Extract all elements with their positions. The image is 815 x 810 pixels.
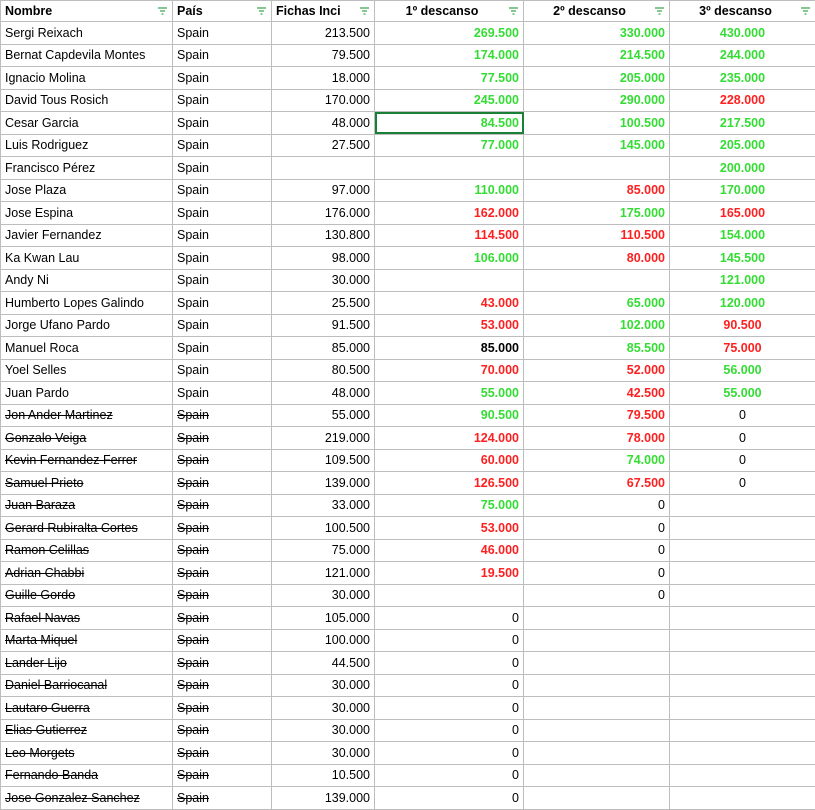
cell-descanso-2[interactable]: 42.500 (524, 382, 670, 405)
table-row (1, 742, 815, 765)
cell-nombre[interactable]: Juan Baraza (1, 494, 173, 517)
cell-descanso-2[interactable] (524, 697, 670, 720)
cell-pais[interactable]: Spain (173, 404, 272, 427)
cell-descanso-1[interactable]: 75.000 (375, 494, 524, 517)
cell-pais[interactable]: Spain (173, 562, 272, 585)
cell-descanso-2[interactable]: 102.000 (524, 314, 670, 337)
cell-descanso-1[interactable]: 55.000 (375, 382, 524, 405)
cell-nombre[interactable]: Ka Kwan Lau (1, 247, 173, 270)
cell-pais[interactable]: Spain (173, 674, 272, 697)
cell-descanso-1[interactable]: 46.000 (375, 539, 524, 562)
cell-nombre[interactable]: David Tous Rosich (1, 89, 173, 112)
cell-pais[interactable]: Spain (173, 697, 272, 720)
filter-icon[interactable] (257, 7, 266, 15)
cell-nombre[interactable]: Gonzalo Veiga (1, 427, 173, 450)
cell-nombre[interactable]: Gerard Rubiralta Cortes (1, 517, 173, 540)
cell-fichas[interactable]: 10.500 (272, 764, 375, 787)
header-fichas[interactable] (272, 1, 375, 22)
cell-nombre[interactable]: Jose Plaza (1, 179, 173, 202)
cell-descanso-2[interactable] (524, 269, 670, 292)
cell-descanso-2[interactable]: 0 (524, 494, 670, 517)
cell-nombre[interactable]: Elias Gutierrez (1, 719, 173, 742)
table-row (1, 337, 815, 360)
cell-descanso-2[interactable]: 214.500 (524, 44, 670, 67)
cell-nombre[interactable]: Marta Miquel (1, 629, 173, 652)
cell-descanso-2[interactable]: 330.000 (524, 22, 670, 45)
table-row (1, 157, 815, 180)
cell-fichas[interactable]: 176.000 (272, 202, 375, 225)
cell-pais[interactable]: Spain (173, 427, 272, 450)
cell-descanso-3[interactable]: 170.000 (670, 179, 815, 202)
cell-descanso-3[interactable] (670, 494, 815, 517)
cell-fichas[interactable]: 139.000 (272, 472, 375, 495)
cell-descanso-2[interactable]: 205.000 (524, 67, 670, 90)
table-row (1, 202, 815, 225)
cell-descanso-2[interactable]: 65.000 (524, 292, 670, 315)
cell-fichas[interactable]: 30.000 (272, 674, 375, 697)
cell-nombre[interactable]: Francisco Pérez (1, 157, 173, 180)
cell-nombre[interactable]: Luis Rodriguez (1, 134, 173, 157)
cell-pais[interactable]: Spain (173, 314, 272, 337)
header-label: 2º descanso (553, 4, 626, 18)
cell-pais[interactable]: Spain (173, 247, 272, 270)
cell-descanso-3[interactable] (670, 539, 815, 562)
table-row (1, 382, 815, 405)
header-label: 1º descanso (406, 4, 479, 18)
cell-descanso-2[interactable]: 78.000 (524, 427, 670, 450)
cell-nombre[interactable]: Yoel Selles (1, 359, 173, 382)
table-row (1, 449, 815, 472)
cell-descanso-2[interactable] (524, 607, 670, 630)
cell-fichas[interactable]: 25.500 (272, 292, 375, 315)
cell-descanso-3[interactable]: 430.000 (670, 22, 815, 45)
table-row (1, 134, 815, 157)
cell-descanso-1[interactable]: 0 (375, 629, 524, 652)
cell-nombre[interactable]: Ramon Celillas (1, 539, 173, 562)
table-row (1, 359, 815, 382)
cell-pais[interactable]: Spain (173, 337, 272, 360)
cell-nombre[interactable]: Bernat Capdevila Montes (1, 44, 173, 67)
cell-fichas[interactable]: 100.500 (272, 517, 375, 540)
cell-descanso-1[interactable]: 0 (375, 764, 524, 787)
table-row (1, 674, 815, 697)
cell-descanso-3[interactable]: 228.000 (670, 89, 815, 112)
cell-nombre[interactable]: Kevin Fernandez Ferrer (1, 449, 173, 472)
cell-nombre[interactable]: Jose Gonzalez Sanchez (1, 787, 173, 810)
table-row (1, 22, 815, 45)
cell-descanso-2[interactable] (524, 629, 670, 652)
table-row (1, 427, 815, 450)
cell-descanso-2[interactable]: 0 (524, 517, 670, 540)
cell-pais[interactable]: Spain (173, 719, 272, 742)
header-descanso-3[interactable] (670, 1, 815, 22)
table-row (1, 539, 815, 562)
table-row (1, 44, 815, 67)
cell-descanso-2[interactable] (524, 157, 670, 180)
table-row (1, 584, 815, 607)
cell-descanso-2[interactable]: 85.500 (524, 337, 670, 360)
cell-nombre[interactable]: Juan Pardo (1, 382, 173, 405)
cell-descanso-1[interactable]: 110.000 (375, 179, 524, 202)
cell-fichas[interactable]: 30.000 (272, 584, 375, 607)
table-row (1, 652, 815, 675)
cell-descanso-1[interactable]: 70.000 (375, 359, 524, 382)
table-row (1, 179, 815, 202)
cell-pais[interactable]: Spain (173, 157, 272, 180)
cell-descanso-1[interactable]: 53.000 (375, 314, 524, 337)
cell-descanso-3[interactable] (670, 719, 815, 742)
cell-descanso-3[interactable]: 244.000 (670, 44, 815, 67)
cell-descanso-2[interactable]: 67.500 (524, 472, 670, 495)
cell-descanso-2[interactable]: 80.000 (524, 247, 670, 270)
table-row (1, 224, 815, 247)
cell-descanso-1[interactable]: 106.000 (375, 247, 524, 270)
cell-fichas[interactable]: 75.000 (272, 539, 375, 562)
cell-nombre[interactable]: Lautaro Guerra (1, 697, 173, 720)
cell-descanso-2[interactable]: 52.000 (524, 359, 670, 382)
cell-descanso-3[interactable]: 0 (670, 472, 815, 495)
cell-nombre[interactable]: Guille Gordo (1, 584, 173, 607)
table-row (1, 404, 815, 427)
cell-fichas[interactable]: 105.000 (272, 607, 375, 630)
cell-descanso-1[interactable]: 43.000 (375, 292, 524, 315)
cell-descanso-1[interactable] (375, 157, 524, 180)
cell-pais[interactable]: Spain (173, 269, 272, 292)
cell-fichas[interactable]: 85.000 (272, 337, 375, 360)
cell-descanso-1[interactable]: 77.500 (375, 67, 524, 90)
cell-fichas[interactable]: 48.000 (272, 382, 375, 405)
cell-pais[interactable]: Spain (173, 202, 272, 225)
cell-descanso-3[interactable] (670, 764, 815, 787)
cell-fichas[interactable]: 139.000 (272, 787, 375, 810)
filter-icon[interactable] (509, 7, 518, 15)
cell-descanso-2[interactable]: 0 (524, 562, 670, 585)
cell-descanso-3[interactable]: 0 (670, 427, 815, 450)
cell-pais[interactable]: Spain (173, 539, 272, 562)
cell-nombre[interactable]: Adrian Chabbi (1, 562, 173, 585)
cell-descanso-2[interactable]: 110.500 (524, 224, 670, 247)
cell-nombre[interactable]: Samuel Prieto (1, 472, 173, 495)
cell-descanso-2[interactable] (524, 674, 670, 697)
cell-descanso-2[interactable] (524, 787, 670, 810)
table-row (1, 112, 815, 135)
cell-fichas[interactable]: 100.000 (272, 629, 375, 652)
cell-descanso-1[interactable]: 162.000 (375, 202, 524, 225)
cell-descanso-2[interactable]: 79.500 (524, 404, 670, 427)
cell-fichas[interactable]: 30.000 (272, 719, 375, 742)
cell-fichas[interactable]: 33.000 (272, 494, 375, 517)
cell-pais[interactable]: Spain (173, 764, 272, 787)
cell-descanso-1[interactable]: 114.500 (375, 224, 524, 247)
cell-descanso-3[interactable]: 165.000 (670, 202, 815, 225)
header-pais[interactable] (173, 1, 272, 22)
cell-descanso-3[interactable] (670, 584, 815, 607)
header-descanso-2[interactable] (524, 1, 670, 22)
cell-pais[interactable]: Spain (173, 359, 272, 382)
table-row (1, 494, 815, 517)
cell-pais[interactable]: Spain (173, 742, 272, 765)
cell-descanso-1[interactable]: 53.000 (375, 517, 524, 540)
cell-descanso-3[interactable] (670, 742, 815, 765)
cell-pais[interactable]: Spain (173, 629, 272, 652)
cell-fichas[interactable]: 55.000 (272, 404, 375, 427)
cell-descanso-1[interactable] (375, 269, 524, 292)
cell-descanso-3[interactable]: 235.000 (670, 67, 815, 90)
cell-descanso-3[interactable] (670, 517, 815, 540)
cell-descanso-3[interactable] (670, 562, 815, 585)
cell-fichas[interactable]: 48.000 (272, 112, 375, 135)
filter-icon[interactable] (158, 7, 167, 15)
cell-descanso-2[interactable] (524, 719, 670, 742)
cell-pais[interactable]: Spain (173, 517, 272, 540)
filter-icon[interactable] (360, 7, 369, 15)
cell-nombre[interactable]: Daniel Barriocanal (1, 674, 173, 697)
cell-pais[interactable]: Spain (173, 472, 272, 495)
table-row (1, 247, 815, 270)
table-row (1, 269, 815, 292)
cell-pais[interactable]: Spain (173, 134, 272, 157)
table-row (1, 292, 815, 315)
cell-descanso-1[interactable]: 77.000 (375, 134, 524, 157)
cell-pais[interactable]: Spain (173, 584, 272, 607)
cell-descanso-3[interactable]: 75.000 (670, 337, 815, 360)
cell-nombre[interactable]: Javier Fernandez (1, 224, 173, 247)
cell-descanso-1[interactable]: 0 (375, 742, 524, 765)
cell-fichas[interactable]: 27.500 (272, 134, 375, 157)
cell-nombre[interactable]: Manuel Roca (1, 337, 173, 360)
table-row (1, 562, 815, 585)
cell-descanso-2[interactable]: 0 (524, 584, 670, 607)
table-row (1, 67, 815, 90)
cell-nombre[interactable]: Cesar Garcia (1, 112, 173, 135)
cell-descanso-2[interactable]: 290.000 (524, 89, 670, 112)
cell-pais[interactable]: Spain (173, 224, 272, 247)
header-row (1, 1, 815, 22)
cell-pais[interactable]: Spain (173, 67, 272, 90)
header-label: 3º descanso (699, 4, 772, 18)
cell-descanso-2[interactable]: 100.500 (524, 112, 670, 135)
cell-descanso-2[interactable]: 74.000 (524, 449, 670, 472)
cell-nombre[interactable]: Rafael Navas (1, 607, 173, 630)
cell-descanso-1[interactable]: 269.500 (375, 22, 524, 45)
cell-fichas[interactable]: 213.500 (272, 22, 375, 45)
cell-descanso-1[interactable]: 0 (375, 674, 524, 697)
cell-descanso-3[interactable]: 121.000 (670, 269, 815, 292)
cell-descanso-3[interactable] (670, 674, 815, 697)
cell-pais[interactable]: Spain (173, 292, 272, 315)
cell-nombre[interactable]: Andy Ni (1, 269, 173, 292)
cell-descanso-3[interactable] (670, 652, 815, 675)
cell-descanso-3[interactable]: 56.000 (670, 359, 815, 382)
cell-nombre[interactable]: Fernando Banda (1, 764, 173, 787)
cell-fichas[interactable]: 80.500 (272, 359, 375, 382)
cell-descanso-1[interactable]: 124.000 (375, 427, 524, 450)
table-row (1, 89, 815, 112)
cell-descanso-3[interactable]: 0 (670, 404, 815, 427)
cell-descanso-1[interactable]: 0 (375, 719, 524, 742)
cell-pais[interactable]: Spain (173, 22, 272, 45)
table-row (1, 764, 815, 787)
cell-descanso-1[interactable]: 19.500 (375, 562, 524, 585)
cell-descanso-1[interactable]: 0 (375, 787, 524, 810)
cell-nombre[interactable]: Jose Espina (1, 202, 173, 225)
cell-fichas[interactable]: 97.000 (272, 179, 375, 202)
cell-pais[interactable]: Spain (173, 607, 272, 630)
table-row (1, 787, 815, 810)
table-row (1, 719, 815, 742)
filter-icon[interactable] (801, 7, 810, 15)
cell-pais[interactable]: Spain (173, 494, 272, 517)
table-row (1, 629, 815, 652)
cell-descanso-2[interactable]: 145.000 (524, 134, 670, 157)
cell-pais[interactable]: Spain (173, 179, 272, 202)
cell-descanso-3[interactable]: 217.500 (670, 112, 815, 135)
table-row (1, 472, 815, 495)
cell-descanso-3[interactable] (670, 629, 815, 652)
cell-nombre[interactable]: Leo Morgets (1, 742, 173, 765)
cell-descanso-1[interactable]: 126.500 (375, 472, 524, 495)
cell-fichas[interactable]: 91.500 (272, 314, 375, 337)
cell-nombre[interactable]: Humberto Lopes Galindo (1, 292, 173, 315)
cell-fichas[interactable]: 98.000 (272, 247, 375, 270)
cell-descanso-3[interactable]: 0 (670, 449, 815, 472)
cell-fichas[interactable]: 30.000 (272, 742, 375, 765)
cell-nombre[interactable]: Lander Lijo (1, 652, 173, 675)
cell-descanso-3[interactable]: 205.000 (670, 134, 815, 157)
cell-fichas[interactable]: 79.500 (272, 44, 375, 67)
cell-fichas[interactable]: 44.500 (272, 652, 375, 675)
cell-pais[interactable]: Spain (173, 787, 272, 810)
cell-pais[interactable]: Spain (173, 89, 272, 112)
cell-descanso-1[interactable]: 0 (375, 607, 524, 630)
table-row (1, 697, 815, 720)
cell-descanso-1[interactable]: 60.000 (375, 449, 524, 472)
cell-descanso-3[interactable] (670, 697, 815, 720)
cell-descanso-2[interactable]: 0 (524, 539, 670, 562)
cell-pais[interactable]: Spain (173, 382, 272, 405)
cell-fichas[interactable]: 30.000 (272, 697, 375, 720)
cell-descanso-2[interactable] (524, 652, 670, 675)
cell-descanso-2[interactable]: 175.000 (524, 202, 670, 225)
cell-pais[interactable]: Spain (173, 112, 272, 135)
header-label: País (177, 4, 203, 18)
cell-descanso-3[interactable]: 90.500 (670, 314, 815, 337)
cell-descanso-2[interactable]: 85.000 (524, 179, 670, 202)
header-descanso-1[interactable] (375, 1, 524, 22)
cell-nombre[interactable]: Jon Ander Martinez (1, 404, 173, 427)
cell-descanso-1[interactable]: 0 (375, 697, 524, 720)
cell-descanso-1[interactable]: 85.000 (375, 337, 524, 360)
cell-fichas[interactable]: 219.000 (272, 427, 375, 450)
cell-descanso-3[interactable]: 55.000 (670, 382, 815, 405)
cell-fichas[interactable]: 121.000 (272, 562, 375, 585)
header-label: Fichas Inci (276, 4, 341, 18)
header-nombre[interactable] (1, 1, 173, 22)
cell-pais[interactable]: Spain (173, 652, 272, 675)
filter-icon[interactable] (655, 7, 664, 15)
header-label: Nombre (5, 4, 52, 18)
cell-descanso-3[interactable]: 145.500 (670, 247, 815, 270)
cell-fichas[interactable]: 109.500 (272, 449, 375, 472)
cell-nombre[interactable]: Jorge Ufano Pardo (1, 314, 173, 337)
table-row (1, 607, 815, 630)
cell-fichas[interactable] (272, 157, 375, 180)
cell-pais[interactable]: Spain (173, 44, 272, 67)
cell-descanso-1[interactable]: 84.500 (375, 112, 524, 135)
cell-descanso-1[interactable]: 174.000 (375, 44, 524, 67)
cell-descanso-1[interactable]: 245.000 (375, 89, 524, 112)
cell-descanso-3[interactable]: 154.000 (670, 224, 815, 247)
cell-descanso-3[interactable]: 200.000 (670, 157, 815, 180)
cell-descanso-1[interactable]: 0 (375, 652, 524, 675)
cell-nombre[interactable]: Ignacio Molina (1, 67, 173, 90)
cell-fichas[interactable]: 130.800 (272, 224, 375, 247)
cell-fichas[interactable]: 30.000 (272, 269, 375, 292)
cell-pais[interactable]: Spain (173, 449, 272, 472)
cell-nombre[interactable]: Sergi Reixach (1, 22, 173, 45)
table-row (1, 314, 815, 337)
table-row (1, 517, 815, 540)
cell-descanso-1[interactable] (375, 584, 524, 607)
cell-fichas[interactable]: 18.000 (272, 67, 375, 90)
cell-descanso-2[interactable] (524, 742, 670, 765)
cell-descanso-1[interactable]: 90.500 (375, 404, 524, 427)
cell-fichas[interactable]: 170.000 (272, 89, 375, 112)
cell-descanso-3[interactable] (670, 607, 815, 630)
cell-descanso-3[interactable]: 120.000 (670, 292, 815, 315)
cell-descanso-3[interactable] (670, 787, 815, 810)
cell-descanso-2[interactable] (524, 764, 670, 787)
